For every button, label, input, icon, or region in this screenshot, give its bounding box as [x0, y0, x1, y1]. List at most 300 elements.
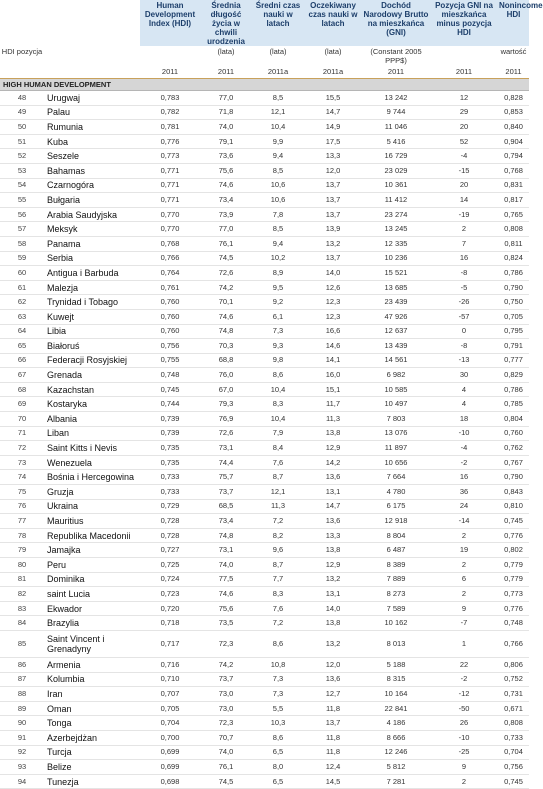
nonincome-hdi-value: 0,811 [498, 236, 529, 251]
life-expectancy-value: 73,0 [200, 687, 252, 702]
hdi-value: 0,698 [140, 774, 200, 789]
nonincome-hdi-value: 0,768 [498, 163, 529, 178]
country-name: Armenia [44, 657, 140, 672]
mean-schooling-value: 7,7 [252, 572, 304, 587]
rank-cell: 68 [0, 382, 44, 397]
hdi-value: 0,776 [140, 134, 200, 149]
years-row [0, 66, 529, 79]
hdi-value: 0,771 [140, 178, 200, 193]
life-expectancy-value: 74,8 [200, 324, 252, 339]
expected-schooling-value: 15,1 [304, 382, 362, 397]
rank-cell: 62 [0, 295, 44, 310]
country-name: Saint Kitts i Nevis [44, 441, 140, 456]
mean-schooling-value: 8,4 [252, 441, 304, 456]
mean-schooling-value: 6,1 [252, 309, 304, 324]
nonincome-hdi-value: 0,779 [498, 572, 529, 587]
year-rank [0, 66, 44, 79]
table-row [0, 222, 529, 237]
gni-value: 9 744 [362, 105, 430, 120]
mean-schooling-value: 9,9 [252, 134, 304, 149]
country-name: Antigua i Barbuda [44, 266, 140, 281]
expected-schooling-value: 13,1 [304, 587, 362, 602]
nonincome-hdi-value: 0,806 [498, 657, 529, 672]
gni-rank-diff-value: 2 [430, 222, 498, 237]
gni-value: 7 664 [362, 470, 430, 485]
expected-schooling-value: 12,3 [304, 295, 362, 310]
nonincome-hdi-value: 0,828 [498, 91, 529, 106]
section-row [0, 79, 529, 91]
gni-value: 8 315 [362, 672, 430, 687]
expected-schooling-value: 14,7 [304, 105, 362, 120]
nonincome-hdi-value: 0,765 [498, 207, 529, 222]
life-expectancy-value: 67,0 [200, 382, 252, 397]
life-expectancy-value: 73,5 [200, 616, 252, 631]
gni-rank-diff-value: -12 [430, 687, 498, 702]
expected-schooling-value: 15,5 [304, 91, 362, 106]
mean-schooling-value: 8,3 [252, 587, 304, 602]
mean-schooling-value: 7,2 [252, 514, 304, 529]
rank-cell: 71 [0, 426, 44, 441]
life-expectancy-value: 75,6 [200, 601, 252, 616]
life-expectancy-value: 76,1 [200, 760, 252, 775]
gni-rank-diff-value: 4 [430, 397, 498, 412]
country-name: Bułgaria [44, 193, 140, 208]
gni-rank-diff-value: 52 [430, 134, 498, 149]
gni-rank-diff-value: -8 [430, 266, 498, 281]
mean-schooling-value: 7,3 [252, 324, 304, 339]
mean-schooling-value: 8,5 [252, 222, 304, 237]
table-row [0, 543, 529, 558]
country-name: Federacji Rosyjskiej [44, 353, 140, 368]
life-expectancy-value: 73,1 [200, 543, 252, 558]
expected-schooling-value: 12,6 [304, 280, 362, 295]
rank-cell: 75 [0, 485, 44, 500]
life-expectancy-value: 76,0 [200, 368, 252, 383]
country-name: Kostaryka [44, 397, 140, 412]
life-expectancy-value: 72,6 [200, 426, 252, 441]
gni-rank-diff-value: -4 [430, 441, 498, 456]
rank-cell: 83 [0, 601, 44, 616]
gni-value: 13 242 [362, 91, 430, 106]
rank-cell: 60 [0, 266, 44, 281]
gni-value: 13 439 [362, 339, 430, 354]
country-name: Kuwejt [44, 309, 140, 324]
rank-cell: 54 [0, 178, 44, 193]
gni-value: 8 389 [362, 558, 430, 573]
expected-schooling-value: 14,2 [304, 455, 362, 470]
expected-schooling-value: 11,8 [304, 745, 362, 760]
hdi-value: 0,727 [140, 543, 200, 558]
nonincome-hdi-value: 0,804 [498, 412, 529, 427]
nonincome-hdi-value: 0,843 [498, 485, 529, 500]
gni-rank-diff-value: -26 [430, 295, 498, 310]
gni-rank-diff-value: 18 [430, 412, 498, 427]
unit-gni-rank [430, 46, 498, 66]
section-title: HIGH HUMAN DEVELOPMENT [0, 79, 529, 91]
mean-schooling-value: 10,6 [252, 193, 304, 208]
nonincome-hdi-value: 0,748 [498, 616, 529, 631]
header-nonincome-hdi: Nonincome HDI [498, 0, 529, 46]
gni-value: 10 656 [362, 455, 430, 470]
expected-schooling-value: 16,0 [304, 368, 362, 383]
life-expectancy-value: 72,3 [200, 716, 252, 731]
gni-value: 23 029 [362, 163, 430, 178]
hdi-value: 0,771 [140, 193, 200, 208]
rank-cell: 86 [0, 657, 44, 672]
mean-schooling-value: 10,8 [252, 657, 304, 672]
expected-schooling-value: 14,1 [304, 353, 362, 368]
rank-cell: 49 [0, 105, 44, 120]
table-row [0, 163, 529, 178]
gni-value: 7 803 [362, 412, 430, 427]
unit-country [44, 46, 140, 66]
country-name: Panama [44, 236, 140, 251]
life-expectancy-value: 73,7 [200, 485, 252, 500]
header-expected-schooling: Oczekiwany czas nauki w latach [304, 0, 362, 46]
expected-schooling-value: 14,5 [304, 774, 362, 789]
nonincome-hdi-value: 0,762 [498, 441, 529, 456]
gni-value: 10 164 [362, 687, 430, 702]
mean-schooling-value: 6,5 [252, 745, 304, 760]
table-row [0, 774, 529, 789]
nonincome-hdi-value: 0,794 [498, 149, 529, 164]
gni-rank-diff-value: 9 [430, 760, 498, 775]
hdi-value: 0,760 [140, 324, 200, 339]
header-life-expectancy: Średnia długość życia w chwili urodzenia [200, 0, 252, 46]
life-expectancy-value: 74,6 [200, 309, 252, 324]
rank-cell: 94 [0, 774, 44, 789]
gni-rank-diff-value: -50 [430, 701, 498, 716]
expected-schooling-value: 13,3 [304, 528, 362, 543]
rank-cell: 57 [0, 222, 44, 237]
expected-schooling-value: 11,3 [304, 412, 362, 427]
gni-value: 8 013 [362, 630, 430, 657]
rank-cell: 51 [0, 134, 44, 149]
mean-schooling-value: 9,6 [252, 543, 304, 558]
country-name: Oman [44, 701, 140, 716]
gni-value: 12 246 [362, 745, 430, 760]
rank-cell: 84 [0, 616, 44, 631]
table-row [0, 528, 529, 543]
nonincome-hdi-value: 0,767 [498, 455, 529, 470]
country-name: Iran [44, 687, 140, 702]
expected-schooling-value: 14,6 [304, 339, 362, 354]
table-row [0, 485, 529, 500]
year-expected-schooling: 2011a [304, 66, 362, 79]
expected-schooling-value: 13,7 [304, 716, 362, 731]
gni-rank-diff-value: 36 [430, 485, 498, 500]
gni-value: 11 897 [362, 441, 430, 456]
gni-value: 10 162 [362, 616, 430, 631]
hdi-value: 0,770 [140, 207, 200, 222]
expected-schooling-value: 13,9 [304, 222, 362, 237]
gni-value: 13 685 [362, 280, 430, 295]
hdi-value: 0,733 [140, 470, 200, 485]
table-row [0, 701, 529, 716]
hdi-value: 0,739 [140, 426, 200, 441]
life-expectancy-value: 72,3 [200, 630, 252, 657]
life-expectancy-value: 77,5 [200, 572, 252, 587]
nonincome-hdi-value: 0,760 [498, 426, 529, 441]
life-expectancy-value: 76,1 [200, 236, 252, 251]
nonincome-hdi-value: 0,853 [498, 105, 529, 120]
mean-schooling-value: 8,0 [252, 760, 304, 775]
hdi-value: 0,729 [140, 499, 200, 514]
expected-schooling-value: 13,2 [304, 630, 362, 657]
hdi-value: 0,766 [140, 251, 200, 266]
nonincome-hdi-value: 0,802 [498, 543, 529, 558]
table-row [0, 91, 529, 106]
table-row [0, 716, 529, 731]
expected-schooling-value: 13,7 [304, 193, 362, 208]
gni-rank-diff-value: 20 [430, 178, 498, 193]
mean-schooling-value: 8,6 [252, 368, 304, 383]
hdi-value: 0,764 [140, 266, 200, 281]
hdi-value: 0,733 [140, 485, 200, 500]
mean-schooling-value: 6,5 [252, 774, 304, 789]
life-expectancy-value: 73,7 [200, 672, 252, 687]
table-row [0, 499, 529, 514]
country-name: Rumunia [44, 120, 140, 135]
expected-schooling-value: 12,9 [304, 441, 362, 456]
nonincome-hdi-value: 0,705 [498, 309, 529, 324]
gni-rank-diff-value: -14 [430, 514, 498, 529]
life-expectancy-value: 68,8 [200, 353, 252, 368]
rank-cell: 69 [0, 397, 44, 412]
hdi-value: 0,760 [140, 295, 200, 310]
mean-schooling-value: 10,2 [252, 251, 304, 266]
nonincome-hdi-value: 0,791 [498, 339, 529, 354]
mean-schooling-value: 7,9 [252, 426, 304, 441]
nonincome-hdi-value: 0,829 [498, 368, 529, 383]
gni-value: 23 439 [362, 295, 430, 310]
country-name: Bahamas [44, 163, 140, 178]
gni-value: 10 236 [362, 251, 430, 266]
mean-schooling-value: 8,6 [252, 730, 304, 745]
expected-schooling-value: 11,8 [304, 730, 362, 745]
hdi-value: 0,724 [140, 572, 200, 587]
gni-value: 6 982 [362, 368, 430, 383]
table-row [0, 134, 529, 149]
expected-schooling-value: 17,5 [304, 134, 362, 149]
mean-schooling-value: 8,7 [252, 558, 304, 573]
country-name: Libia [44, 324, 140, 339]
expected-schooling-value: 16,6 [304, 324, 362, 339]
country-name: Gruzja [44, 485, 140, 500]
rank-cell: 76 [0, 499, 44, 514]
life-expectancy-value: 74,8 [200, 528, 252, 543]
table-row [0, 251, 529, 266]
gni-rank-diff-value: 12 [430, 91, 498, 106]
country-name: Belize [44, 760, 140, 775]
nonincome-hdi-value: 0,750 [498, 295, 529, 310]
hdi-value: 0,718 [140, 616, 200, 631]
life-expectancy-value: 72,6 [200, 266, 252, 281]
hdi-value: 0,739 [140, 412, 200, 427]
table-row [0, 120, 529, 135]
hdi-value: 0,720 [140, 601, 200, 616]
table-row [0, 339, 529, 354]
country-name: Trynidad i Tobago [44, 295, 140, 310]
country-name: Grenada [44, 368, 140, 383]
header-gni: Dochód Narodowy Brutto na mieszkańca (GNI) [362, 0, 430, 46]
table-row [0, 630, 529, 657]
table-row [0, 470, 529, 485]
rank-cell: 88 [0, 687, 44, 702]
table-row [0, 353, 529, 368]
expected-schooling-value: 13,8 [304, 616, 362, 631]
nonincome-hdi-value: 0,704 [498, 745, 529, 760]
gni-value: 6 175 [362, 499, 430, 514]
hdi-value: 0,782 [140, 105, 200, 120]
hdi-value: 0,770 [140, 222, 200, 237]
table-row [0, 193, 529, 208]
gni-value: 47 926 [362, 309, 430, 324]
rank-cell: 72 [0, 441, 44, 456]
rank-cell: 58 [0, 236, 44, 251]
table-row [0, 105, 529, 120]
table-row [0, 382, 529, 397]
table-row [0, 558, 529, 573]
hdi-value: 0,705 [140, 701, 200, 716]
life-expectancy-value: 71,8 [200, 105, 252, 120]
gni-value: 23 274 [362, 207, 430, 222]
rank-cell: 63 [0, 309, 44, 324]
hdi-value: 0,735 [140, 441, 200, 456]
rank-cell: 55 [0, 193, 44, 208]
nonincome-hdi-value: 0,824 [498, 251, 529, 266]
expected-schooling-value: 13,1 [304, 485, 362, 500]
table-row [0, 149, 529, 164]
gni-value: 12 918 [362, 514, 430, 529]
expected-schooling-value: 13,2 [304, 236, 362, 251]
hdi-value: 0,773 [140, 149, 200, 164]
table-row [0, 455, 529, 470]
nonincome-hdi-value: 0,831 [498, 178, 529, 193]
country-name: Ukraina [44, 499, 140, 514]
gni-rank-diff-value: 16 [430, 470, 498, 485]
table-row [0, 368, 529, 383]
mean-schooling-value: 7,6 [252, 455, 304, 470]
life-expectancy-value: 73,6 [200, 149, 252, 164]
mean-schooling-value: 10,4 [252, 120, 304, 135]
life-expectancy-value: 70,1 [200, 295, 252, 310]
country-name: Wenezuela [44, 455, 140, 470]
nonincome-hdi-value: 0,786 [498, 266, 529, 281]
gni-rank-diff-value: -8 [430, 339, 498, 354]
mean-schooling-value: 10,3 [252, 716, 304, 731]
rank-cell: 82 [0, 587, 44, 602]
life-expectancy-value: 77,0 [200, 222, 252, 237]
unit-gni: (Constant 2005 PPP$) [370, 47, 422, 65]
mean-schooling-value: 9,2 [252, 295, 304, 310]
gni-value: 15 521 [362, 266, 430, 281]
gni-rank-diff-value: -4 [430, 149, 498, 164]
nonincome-hdi-value: 0,777 [498, 353, 529, 368]
country-name: Mauritius [44, 514, 140, 529]
life-expectancy-value: 74,6 [200, 587, 252, 602]
gni-rank-diff-value: 1 [430, 630, 498, 657]
nonincome-hdi-value: 0,776 [498, 528, 529, 543]
hdi-value: 0,781 [140, 120, 200, 135]
gni-rank-diff-value: 22 [430, 657, 498, 672]
mean-schooling-value: 10,4 [252, 412, 304, 427]
life-expectancy-value: 74,2 [200, 657, 252, 672]
country-name: Dominika [44, 572, 140, 587]
gni-value: 7 589 [362, 601, 430, 616]
rank-cell: 90 [0, 716, 44, 731]
gni-value: 8 666 [362, 730, 430, 745]
life-expectancy-value: 74,2 [200, 280, 252, 295]
gni-value: 5 416 [362, 134, 430, 149]
hdi-value: 0,723 [140, 587, 200, 602]
table-row [0, 280, 529, 295]
rank-cell: 93 [0, 760, 44, 775]
mean-schooling-value: 12,1 [252, 485, 304, 500]
table-row [0, 572, 529, 587]
life-expectancy-value: 79,3 [200, 397, 252, 412]
table-row [0, 760, 529, 775]
expected-schooling-value: 12,9 [304, 558, 362, 573]
expected-schooling-value: 13,7 [304, 178, 362, 193]
gni-value: 8 273 [362, 587, 430, 602]
country-name: Meksyk [44, 222, 140, 237]
nonincome-hdi-value: 0,808 [498, 222, 529, 237]
country-name: Urugwaj [44, 91, 140, 106]
rank-cell: 56 [0, 207, 44, 222]
table-row [0, 657, 529, 672]
life-expectancy-value: 74,5 [200, 774, 252, 789]
expected-schooling-value: 13,2 [304, 572, 362, 587]
life-expectancy-value: 73,4 [200, 514, 252, 529]
hdi-value: 0,725 [140, 558, 200, 573]
rank-cell: 59 [0, 251, 44, 266]
unit-rank: HDI pozycja [1, 47, 43, 56]
rank-cell: 65 [0, 339, 44, 354]
units-row [0, 46, 529, 66]
year-gni: 2011 [362, 66, 430, 79]
gni-rank-diff-value: -19 [430, 207, 498, 222]
header-row [0, 0, 529, 46]
year-life-expectancy: 2011 [200, 66, 252, 79]
rank-cell: 89 [0, 701, 44, 716]
rank-cell: 85 [0, 630, 44, 657]
mean-schooling-value: 8,5 [252, 163, 304, 178]
header-mean-schooling: Średni czas nauki w latach [252, 0, 304, 46]
header-rank [0, 0, 44, 46]
country-name: Tunezja [44, 774, 140, 789]
expected-schooling-value: 13,6 [304, 470, 362, 485]
gni-rank-diff-value: -10 [430, 730, 498, 745]
nonincome-hdi-value: 0,817 [498, 193, 529, 208]
country-name: Kuba [44, 134, 140, 149]
rank-cell: 70 [0, 412, 44, 427]
hdi-value: 0,710 [140, 672, 200, 687]
mean-schooling-value: 8,6 [252, 630, 304, 657]
expected-schooling-value: 13,8 [304, 543, 362, 558]
table-row [0, 178, 529, 193]
country-name: Liban [44, 426, 140, 441]
table-row [0, 309, 529, 324]
hdi-value: 0,716 [140, 657, 200, 672]
rank-cell: 74 [0, 470, 44, 485]
gni-rank-diff-value: 20 [430, 120, 498, 135]
country-name: Seszele [44, 149, 140, 164]
header-country [44, 0, 140, 46]
country-name: Kazachstan [44, 382, 140, 397]
header-gni-rank: Pozycja GNI na mieszkańca minus pozycja HDI [430, 0, 498, 46]
year-country [44, 66, 140, 79]
